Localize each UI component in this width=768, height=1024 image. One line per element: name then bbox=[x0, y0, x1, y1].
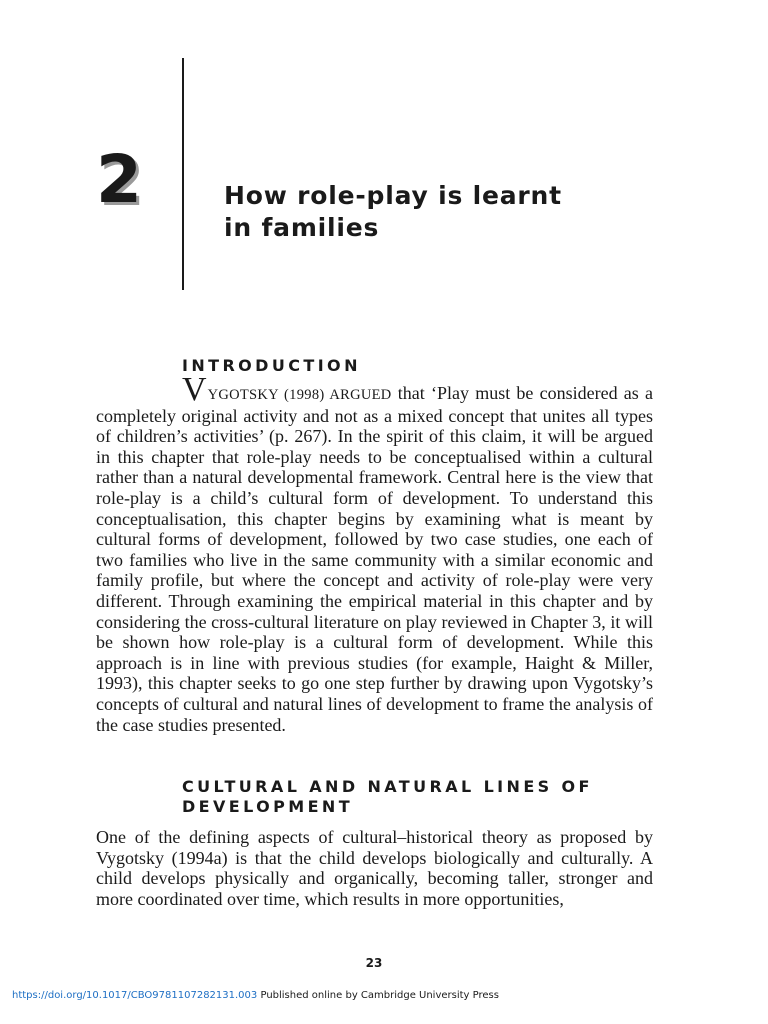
chapter-divider-rule bbox=[182, 58, 184, 290]
chapter-title bbox=[224, 180, 562, 244]
page-number: 23 bbox=[365, 956, 383, 970]
chapter-title-line-1: How role-play is learnt bbox=[224, 181, 562, 210]
section-heading-cultural-line-2: DEVELOPMENT bbox=[182, 797, 354, 816]
cultural-natural-paragraph: One of the defining aspects of cultural–historical theory as proposed by Vygotsky (1994a) is that the child develops biologically and culturally. A child develops physically and organically, becoming taller, stronger and more coordinated over time, which results in more opportunities, bbox=[96, 827, 653, 909]
introduction-paragraph bbox=[96, 371, 653, 735]
chapter-number: 2 bbox=[96, 141, 142, 218]
section-heading-introduction-text: INTRODUCTION bbox=[182, 356, 361, 375]
section-heading-cultural-natural bbox=[182, 777, 593, 817]
published-notice: Published online by Cambridge University Press bbox=[257, 990, 499, 1001]
footer bbox=[12, 990, 499, 1001]
section-heading-cultural-line-1: CULTURAL AND NATURAL LINES OF bbox=[182, 777, 593, 796]
introduction-body-text: that ‘Play must be considered as a completely original activity and not as a mixed concept that unites all types of children’s activities’ (p. 267). In the spirit of this claim, it will be argued in this chapter that role-play needs to be conceptualised within a cultural rather than a natural developmental framework. Central here is the view that role-play is a child’s cultural form of development. To understand this conceptualisation, this chapter begins by examining what is meant by cultural forms of development, followed by two case studies, one each of two families who live in the same community with a similar economic and family profile, but where the concept and activity of role-play were very different. Through examining the empirical material in this chapter and by considering the cross-cultural literature on play reviewed in Chapter 3, it will be shown how role-play is a cultural form of development. While this approach is in line with previous studies (for example, Haight & Miller, 1993), this chapter seeks to go one step further by drawing upon Vygotsky’s concepts of cultural and natural lines of development to frame the analysis of the case studies presented. bbox=[96, 383, 653, 735]
section-heading-introduction bbox=[182, 356, 361, 376]
doi-link[interactable]: https://doi.org/10.1017/CBO9781107282131.003 bbox=[12, 990, 258, 1001]
drop-cap: V bbox=[182, 371, 207, 408]
lead-smallcaps-argued: ARGUED bbox=[329, 387, 392, 403]
lead-smallcaps: YGOTSKY bbox=[207, 387, 279, 403]
lead-year: (1998) bbox=[278, 387, 330, 403]
chapter-title-line-2: in families bbox=[224, 213, 380, 242]
